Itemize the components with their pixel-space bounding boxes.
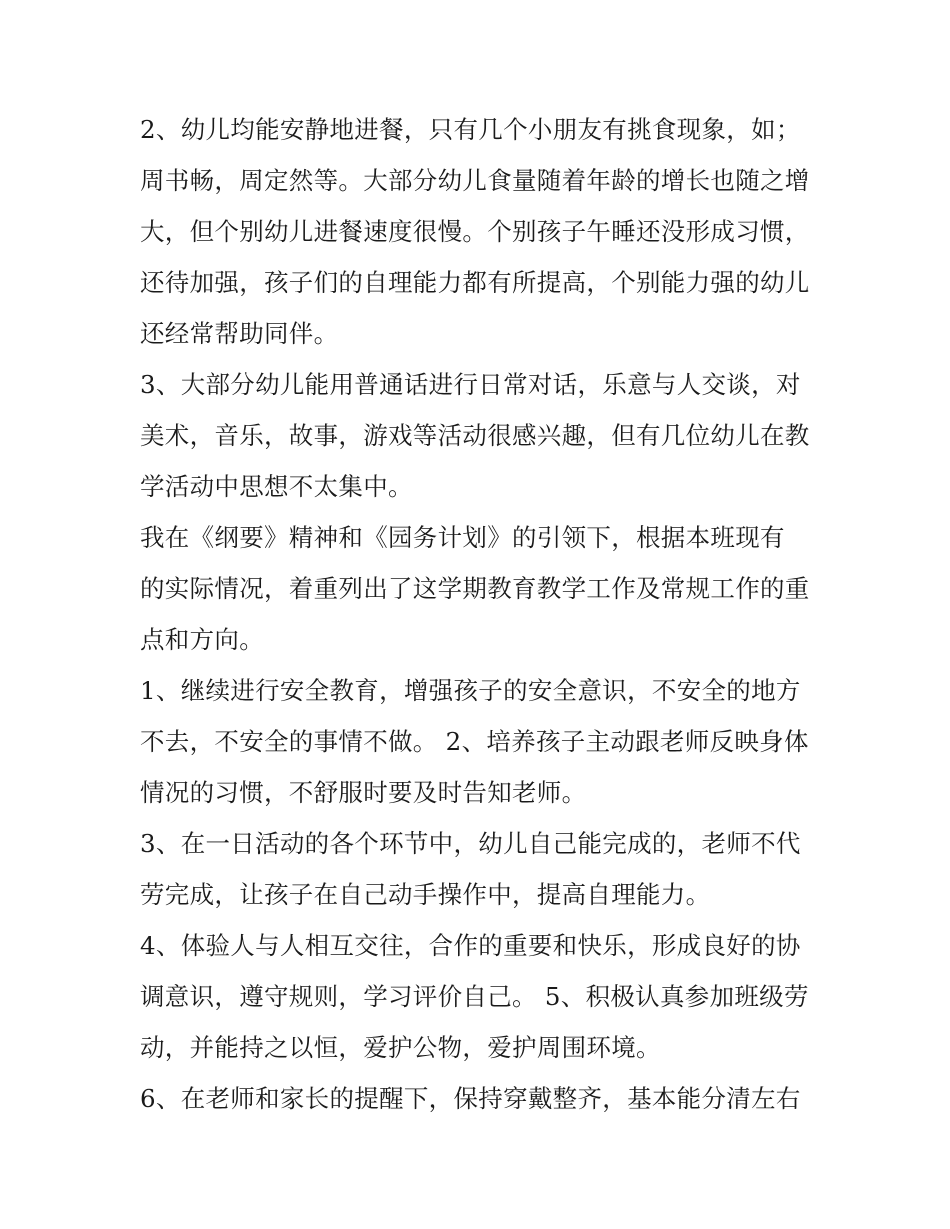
text-line: 点和方向。 [140,625,264,654]
text-line: 情况的习惯，不舒服时要及时告知老师。 [140,778,587,807]
text-line: 3、大部分幼儿能用普通话进行日常对话，乐意与人交谈，对 [140,370,801,399]
text-line: 还经常帮助同伴。 [140,319,339,348]
text-line: 动，并能持之以恒，爱护公物，爱护周围环境。 [140,1033,661,1062]
text-line: 我在《纲要》精神和《园务计划》的引领下，根据本班现有 [140,523,785,552]
text-line: 美术，音乐，故事，游戏等活动很感兴趣，但有几位幼儿在教 [140,421,810,450]
text-line: 3、在一日活动的各个环节中，幼儿自己能完成的，老师不代 [140,829,801,858]
text-line: 不去，不安全的事情不做。 2、培养孩子主动跟老师反映身体 [140,727,809,756]
text-line: 大，但个别幼儿进餐速度很慢。个别孩子午睡还没形成习惯， [140,217,810,246]
text-line: 劳完成，让孩子在自己动手操作中，提高自理能力。 [140,880,711,909]
text-line: 周书畅，周定然等。大部分幼儿食量随着年龄的增长也随之增 [140,166,810,195]
text-line: 4、体验人与人相互交往，合作的重要和快乐，形成良好的协 [140,931,801,960]
text-line: 还待加强，孩子们的自理能力都有所提高，个别能力强的幼儿 [140,268,810,297]
text-line: 1、继续进行安全教育，增强孩子的安全意识，不安全的地方 [140,676,801,705]
text-line: 学活动中思想不太集中。 [140,472,413,501]
text-line: 6、在老师和家长的提醒下，保持穿戴整齐，基本能分清左右 [140,1084,801,1113]
text-line: 2、幼儿均能安静地进餐，只有几个小朋友有挑食现象，如； [140,115,801,144]
text-line: 调意识，遵守规则，学习评价自己。 5、积极认真参加班级劳 [140,982,809,1011]
document-body [140,104,820,1124]
text-line: 的实际情况，着重列出了这学期教育教学工作及常规工作的重 [140,574,810,603]
